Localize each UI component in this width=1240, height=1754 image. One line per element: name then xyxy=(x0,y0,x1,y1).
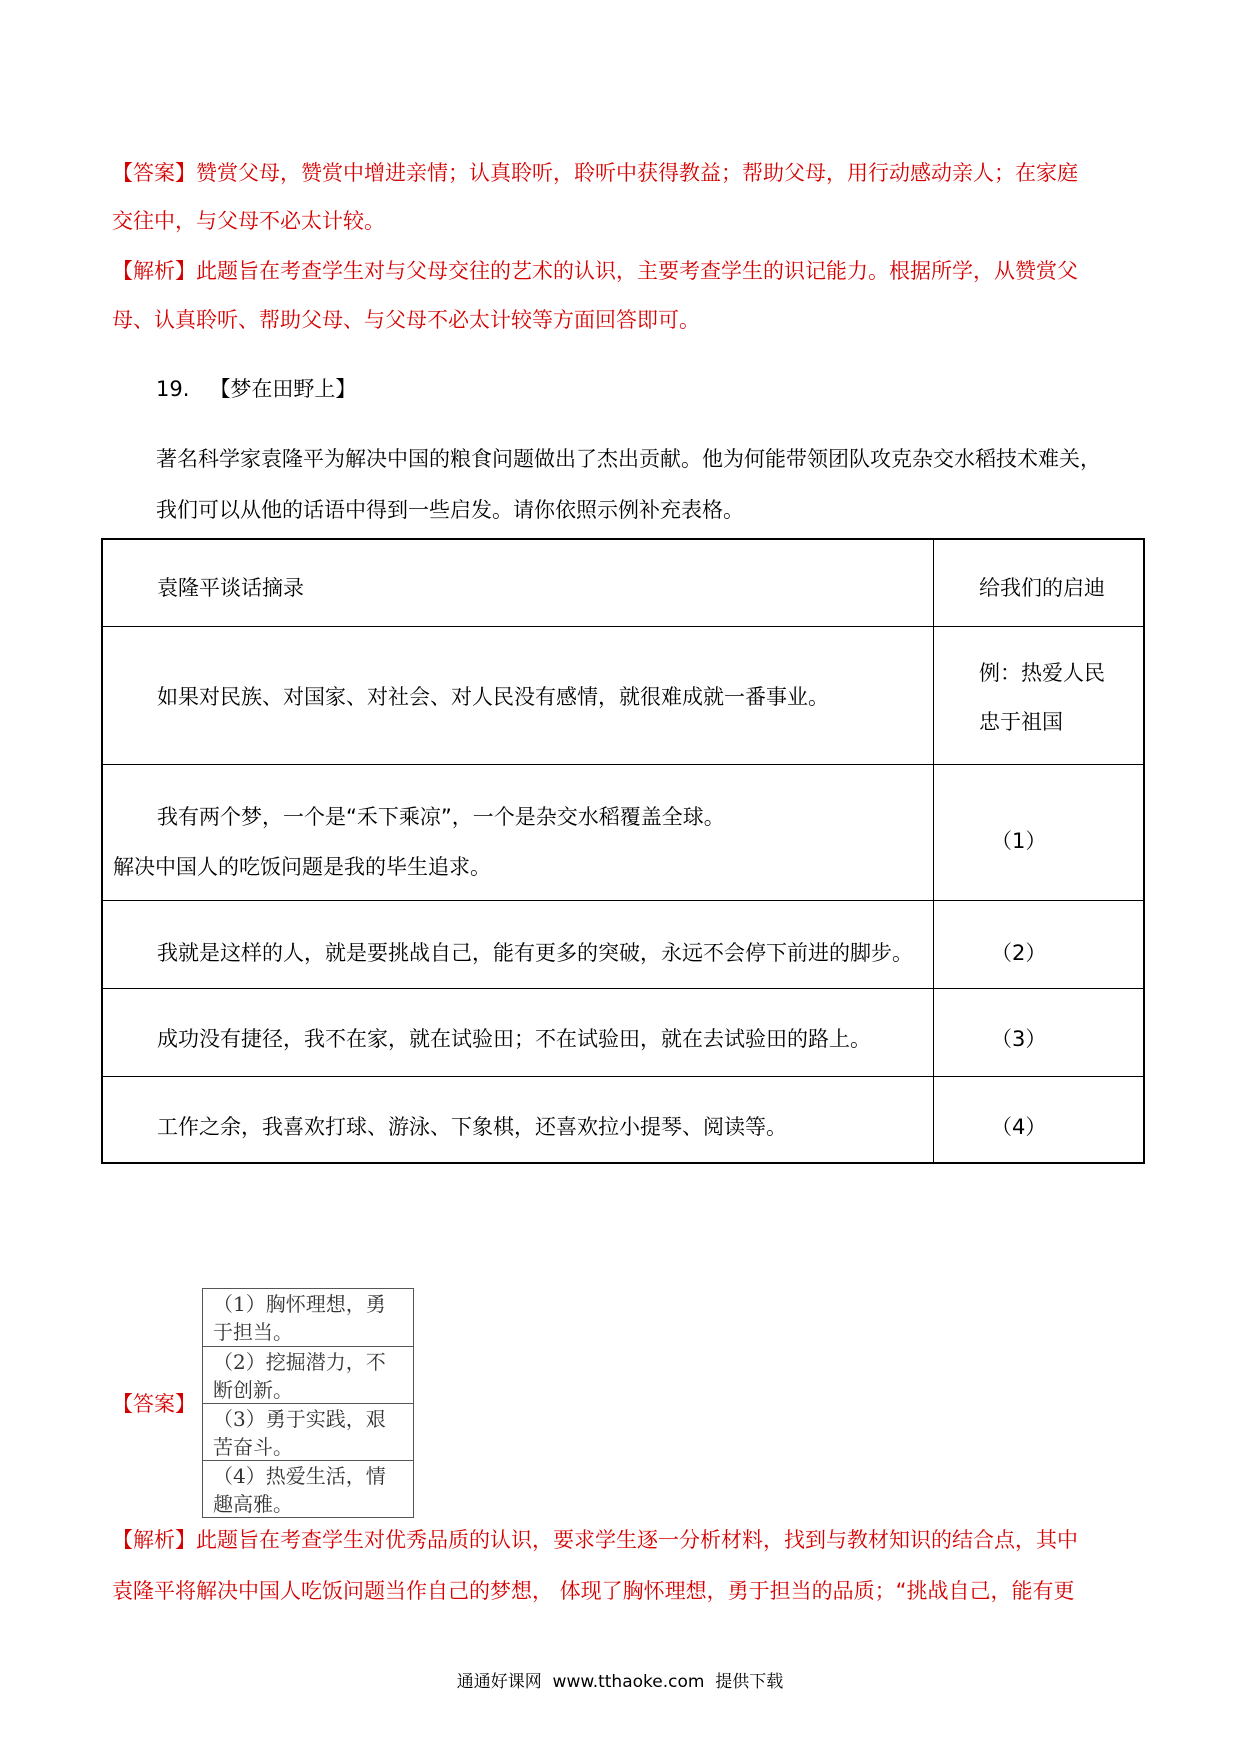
table-row xyxy=(103,1076,1143,1162)
insight-text: 例：热爱人民 xyxy=(979,661,1105,685)
question-intro-line-2: 我们可以从他的话语中得到一些启发。请你依照示例补充表格。 xyxy=(156,498,744,522)
insight-text: 忠于祖国 xyxy=(979,710,1063,734)
answer-item-line-1: （2）挖掘潜力，不 xyxy=(213,1350,386,1374)
table-row xyxy=(103,988,1143,1076)
answer-tag: 【答案】 xyxy=(112,161,196,185)
table-row xyxy=(103,626,1143,764)
analysis-1-line-1 xyxy=(112,257,1078,285)
quote-text: 解决中国人的吃饭问题是我的毕生追求。 xyxy=(113,855,491,879)
answer-1-line-2: 交往中，与父母不必太计较。 xyxy=(112,209,385,233)
table-row xyxy=(103,764,1143,900)
quote-text: 我就是这样的人，就是要挑战自己，能有更多的突破，永远不会停下前进的脚步。 xyxy=(157,941,913,965)
analysis-1-text-1: 此题旨在考查学生对与父母交往的艺术的认识，主要考查学生的识记能力。根据所学，从赞赏父 xyxy=(196,259,1078,283)
analysis-tag: 【解析】 xyxy=(112,1528,196,1552)
answer-item-line-2: 苦奋斗。 xyxy=(213,1435,293,1459)
quote-text: 如果对民族、对国家、对社会、对人民没有感情，就很难成就一番事业。 xyxy=(157,685,829,709)
analysis-tag: 【解析】 xyxy=(112,259,196,283)
answer-item-line-1: （1）胸怀理想，勇 xyxy=(213,1292,386,1316)
table-header-left: 袁隆平谈话摘录 xyxy=(157,576,304,600)
answer-item-line-2: 于担当。 xyxy=(213,1320,293,1344)
answer-blank-3: （3） xyxy=(991,1027,1047,1051)
answer-table-row xyxy=(203,1460,413,1517)
quote-text: 工作之余，我喜欢打球、游泳、下象棋，还喜欢拉小提琴、阅读等。 xyxy=(157,1115,787,1139)
question-intro-line-1: 著名科学家袁隆平为解决中国的粮食问题做出了杰出贡献。他为何能带领团队攻克杂交水稻技术难关， xyxy=(156,447,1101,471)
quote-text: 成功没有捷径，我不在家，就在试验田；不在试验田，就在去试验田的路上。 xyxy=(157,1027,871,1051)
footer-suffix: 提供下载 xyxy=(715,1672,784,1692)
answer-table-row xyxy=(203,1346,413,1403)
answer-blank-1: （1） xyxy=(991,829,1047,853)
question-title: 【梦在田野上】 xyxy=(209,377,357,401)
answer-table xyxy=(202,1288,414,1518)
table-row xyxy=(103,900,1143,988)
table-header-row xyxy=(103,540,1143,626)
analysis-2-text-1: 此题旨在考查学生对优秀品质的认识，要求学生逐一分析材料，找到与教材知识的结合点，其中 xyxy=(196,1528,1078,1552)
answer-2-tag: 【答案】 xyxy=(112,1392,196,1416)
answer-item-line-2: 断创新。 xyxy=(213,1378,293,1402)
footer-url[interactable]: www.tthaoke.com xyxy=(552,1672,705,1692)
answer-blank-4: （4） xyxy=(991,1115,1047,1139)
answer-table-row xyxy=(203,1289,413,1346)
question-19-heading xyxy=(156,375,356,403)
footer-site-name: 通通好课网 xyxy=(456,1672,542,1692)
answer-item-line-1: （4）热爱生活，情 xyxy=(213,1464,386,1488)
table-header-right: 给我们的启迪 xyxy=(979,576,1105,600)
analysis-2-line-2: 袁隆平将解决中国人吃饭问题当作自己的梦想， 体现了胸怀理想，勇于担当的品质；“挑战自己，能有更 xyxy=(112,1579,1075,1603)
quotes-table xyxy=(101,538,1145,1164)
analysis-1-line-2: 母、认真聆听、帮助父母、与父母不必太计较等方面回答即可。 xyxy=(112,308,700,332)
question-number: 19. xyxy=(156,377,190,401)
quote-text: 我有两个梦，一个是“禾下乘凉”，一个是杂交水稻覆盖全球。 xyxy=(157,805,725,829)
answer-item-line-1: （3）勇于实践，艰 xyxy=(213,1407,386,1431)
answer-blank-2: （2） xyxy=(991,941,1047,965)
page-footer xyxy=(0,1670,1240,1694)
answer-1-line-1 xyxy=(112,159,1078,187)
analysis-2-line-1 xyxy=(112,1526,1078,1554)
answer-item-line-2: 趣高雅。 xyxy=(213,1492,293,1516)
answer-1-text-1: 赞赏父母，赞赏中增进亲情；认真聆听，聆听中获得教益；帮助父母，用行动感动亲人；在家庭 xyxy=(196,161,1078,185)
answer-table-row xyxy=(203,1403,413,1460)
